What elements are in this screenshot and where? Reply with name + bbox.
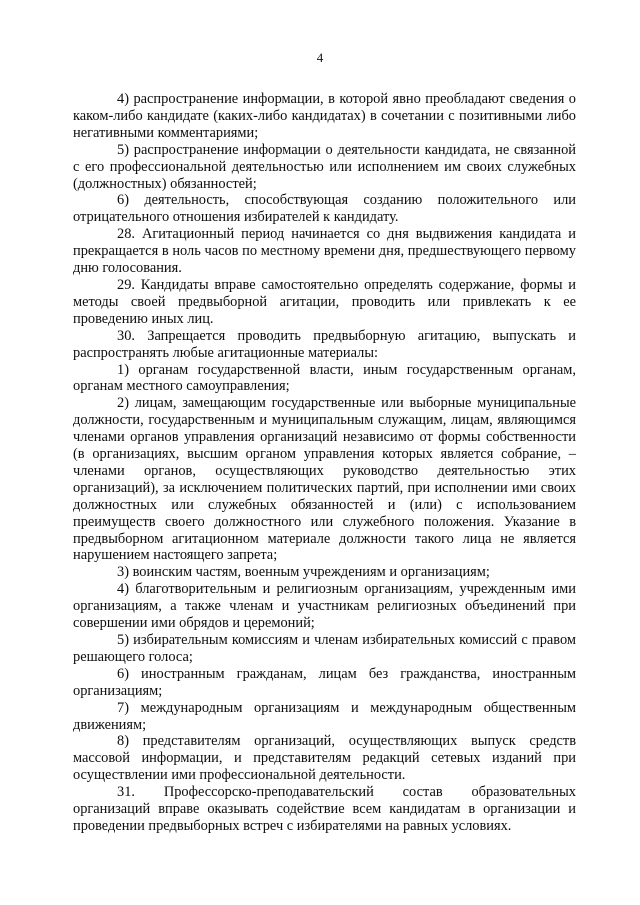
list-item-3-military: 3) воинским частям, военным учреждениям и организациям;: [117, 564, 490, 581]
document-body: [73, 91, 576, 835]
paragraph-30-prohibition: 30. Запрещается проводить предвыборную агитацию, выпускать и распространять любые агитационные материалы:: [73, 327, 576, 361]
list-item-6-foreigners: 6) иностранным гражданам, лицам без гражданства, иностранным организациям;: [73, 665, 576, 699]
list-item-7-international-orgs: 7) международным организациям и международным общественным движениям;: [73, 699, 576, 733]
paragraph-29-candidate-rights: 29. Кандидаты вправе самостоятельно определять содержание, формы и методы своей предвыборной агитации, проводить или привлекать к ее проведению иных лиц.: [73, 276, 576, 327]
list-item-5-election-commissions: 5) избирательным комиссиям и членам избирательных комиссий с правом решающего голоса;: [73, 632, 576, 665]
paragraph-5-candidate-activity-info: 5) распространение информации о деятельности кандидата, не связанной с его профессиональной деятельностью или исполнением им своих служебных (должностных) обязанностей;: [73, 141, 576, 192]
list-item-2-officials: 2) лицам, замещающим государственные или выборные муниципальные должности, государственным и муниципальным служащим, лицам, являющимся членами органов управления организаций независимо от формы собственности (в организациях, высшим органом управления которых является собрание, – членами органов, осуществляющих руководство деятельностью этих организаций), за исключением политических партий, при исполнении ими своих должностных или служебных обязанностей и (или) с использованием преимуществ своего должностного или служебного положения. Указание в предвыборном агитационном материале должности такого лица не является нарушением настоящего запрета;: [73, 395, 576, 564]
list-item-8-media-representatives: 8) представителям организаций, осуществляющих выпуск средств массовой информации, и представителям редакций сетевых изданий при осуществлении ими профессиональной деятельности.: [73, 733, 576, 784]
paragraph-31-teaching-staff: 31. Профессорско-преподавательский состав образовательных организаций вправе оказывать содействие всем кандидатам в организации и проведении предвыборных встреч с избирателями на равных условиях.: [73, 784, 576, 834]
list-item-4-religious-orgs: 4) благотворительным и религиозным организациям, учрежденным ими организациям, а также членам и участникам религиозных объединений при совершении ими обрядов и церемоний;: [73, 581, 576, 632]
paragraph-28-agitation-period: 28. Агитационный период начинается со дня выдвижения кандидата и прекращается в ноль часов по местному времени дня, предшествующего первому дню голосования.: [73, 226, 576, 277]
list-item-1-state-bodies: 1) органам государственной власти, иным государственным органам, органам местного самоуправления;: [73, 361, 576, 395]
page-number: 4: [316, 50, 324, 65]
paragraph-6-attitude-activity: 6) деятельность, способствующая созданию положительного или отрицательного отношения избирателей к кандидату.: [73, 192, 576, 226]
paragraph-4-info-dissemination: 4) распространение информации, в которой явно преобладают сведения о каком-либо кандидате (каких-либо кандидатах) в сочетании с позитивными либо негативными комментариями;: [73, 91, 576, 141]
